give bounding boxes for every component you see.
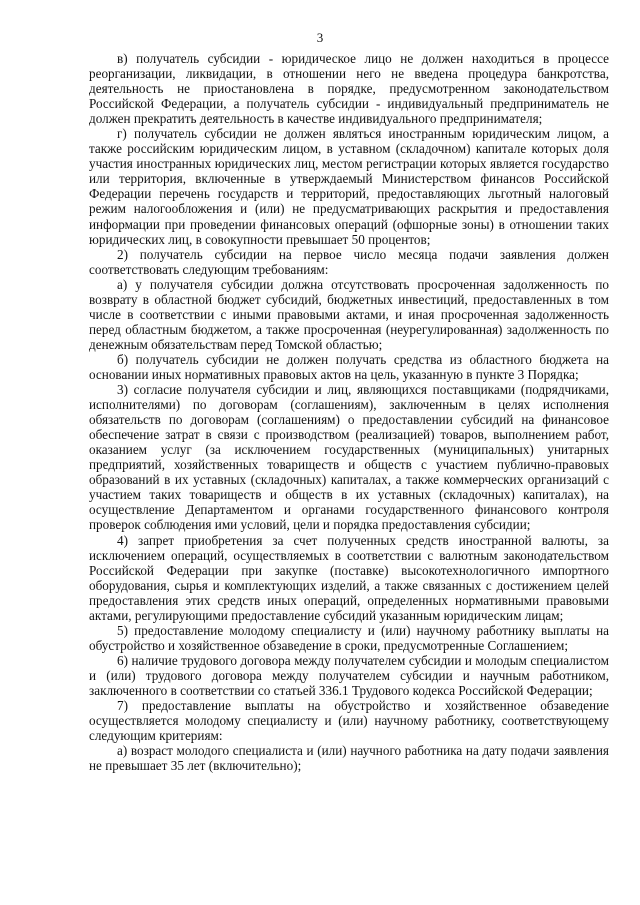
paragraph-a-age-limit: а) возраст молодого специалиста и (или) научного работника на дату подачи заявления не превышает 35 лет (включительно);: [89, 743, 609, 774]
paragraph-v-reorganization: в) получатель субсидии - юридическое лицо не должен находиться в процессе реорганизации, ликвидации, в отношении него не введена процедура банкротства, деятельность не приостановлена в порядке, предусмотренном законодательством Российской Федерации, а получатель субсидии - индивидуальный предприниматель не должен прекратить деятельность в качестве индивидуального предпринимателя;: [89, 51, 609, 127]
paragraph-5-payment-terms: 5) предоставление молодому специалисту и (или) научному работнику выплаты на обустройство и хозяйственное обзаведение в сроки, предусмотренные Соглашением;: [89, 622, 609, 653]
document-body: [89, 51, 609, 773]
paragraph-a-no-debt: а) у получателя субсидии должна отсутствовать просроченная задолженность по возврату в областной бюджет субсидий, бюджетных инвестиций, предоставленных в том числе в соответствии с иными правовыми актами, и иная просроченная задолженность перед областным бюджетом, а также просроченная (неурегулированная) задолженность по денежным обязательствам перед Томской областью;: [89, 276, 609, 352]
page-number: 3: [316, 30, 324, 45]
paragraph-3-consent-inspection: 3) согласие получателя субсидии и лиц, являющихся поставщиками (подрядчиками, исполнителями) по договорам (соглашениям), заключенным в целях исполнения обязательств по договорам (соглашениям) о предоставлении субсидий на финансовое обеспечение затрат в связи с производством (реализацией) товаров, выполнением работ, оказанием услуг (за исключением государственных (муниципальных) унитарных предприятий, хозяйственных товариществ и обществ с участием публично-правовых образований в их уставных (складочных) капиталах, а также коммерческих организаций с участием таких товариществ и обществ в их уставных (складочных) капиталах), на осуществление Департаментом и органами государственного финансового контроля проверок соблюдения ими условий, цели и порядка предоставления субсидии;: [89, 382, 609, 533]
paragraph-g-foreign-entity: г) получатель субсидии не должен являться иностранным юридическим лицом, а также российским юридическим лицом, в уставном (складочном) капитале которых доля участия иностранных юридических лиц, местом регистрации которых является государство или территория, включенные в утверждаемый Министерством финансов Российской Федерации перечень государств и территорий, предоставляющих льготный налоговый режим налогообложения и (или) не предусматривающих раскрытия и предоставления информации при проведении финансовых операций (офшорные зоны) в отношении таких юридических лиц, в совокупности превышает 50 процентов;: [89, 126, 609, 247]
paragraph-6-labor-contract: 6) наличие трудового договора между получателем субсидии и молодым специалистом и (или) трудового договора между получателем субсидии и научным работником, заключенного в соответствии со статьей 336.1 Трудового кодекса Российской Федерации;: [89, 652, 609, 698]
paragraph-7-payment-criteria: 7) предоставление выплаты на обустройство и хозяйственное обзаведение осуществляется молодому специалисту и (или) научному работнику, соответствующему следующим критериям:: [89, 698, 609, 744]
paragraph-2-requirements: 2) получатель субсидии на первое число месяца подачи заявления должен соответствовать следующим требованиям:: [89, 246, 609, 277]
paragraph-b-no-other-funds: б) получатель субсидии не должен получать средства из областного бюджета на основании иных нормативных правовых актов на цель, указанную в пункте 3 Порядка;: [89, 351, 609, 382]
paragraph-4-currency-ban: 4) запрет приобретения за счет полученных средств иностранной валюты, за исключением операций, осуществляемых в соответствии с валютным законодательством Российской Федерации при закупке (поставке) высокотехнологичного импортного оборудования, сырья и комплектующих изделий, а также связанных с достижением целей предоставления этих средств иных операций, определенных нормативными правовыми актами, регулирующими предоставление субсидий указанным юридическим лицам;: [89, 532, 609, 623]
